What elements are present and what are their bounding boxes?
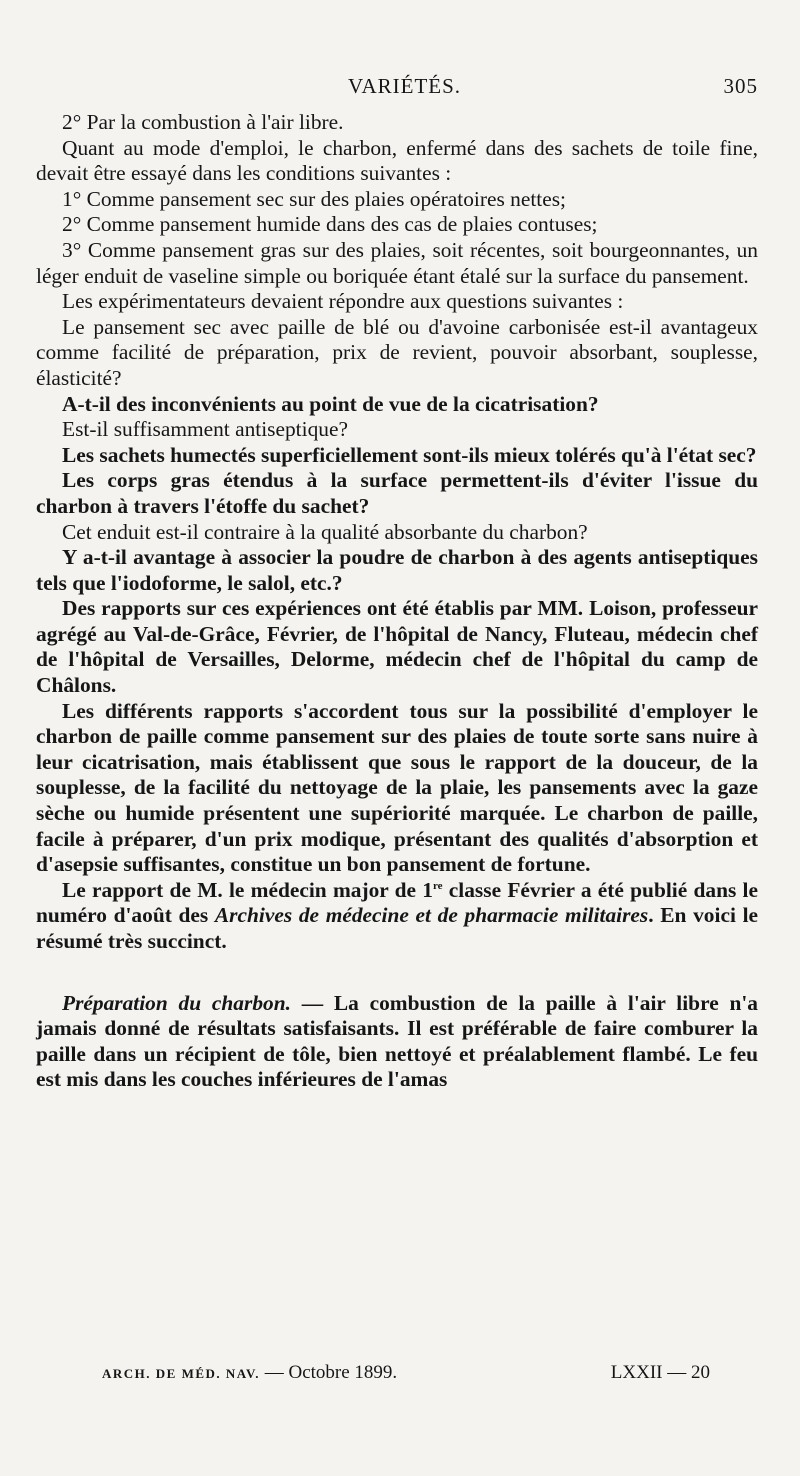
paragraph: Cet enduit est-il contraire à la qualité absorbante du charbon? — [62, 519, 588, 544]
subsection-heading: Préparation du charbon. — [62, 990, 291, 1015]
paragraph: 2° Comme pansement humide dans des cas de plaies contuses; — [62, 212, 598, 237]
report-text-middle: classe Février a été publié dans le numéro d'août des — [36, 877, 758, 928]
page-footer — [102, 1362, 710, 1384]
paragraph: 3° Comme pansement gras sur des plaies, soit récentes, soit bourgeonnantes, un léger enduit de vaseline simple ou boriquée étant étalé sur la surface du pansement. — [36, 237, 758, 288]
issue-date: — Octobre 1899. — [264, 1362, 398, 1383]
paragraph: Les différents rapports s'accordent tous sur la possibilité d'employer le charbon de paille comme pansement sur des plaies de toute sorte sans nuire à leur cicatrisation, mais établissent que sous le rapport de la douceur, de la souplesse, de la facilité du nettoyage de la plaie, les pansements avec la gaze sèche ou humide présentent une supériorité marquée. Le charbon de paille, facile à préparer, d'un prix modique, présentant des qualités d'absorption et d'asepsie suffisantes, constitue un bon pansement de fortune. — [36, 698, 758, 877]
journal-abbreviation: ARCH. DE MÉD. NAV. — [102, 1366, 260, 1381]
signature-mark: LXXII — 20 — [610, 1362, 710, 1383]
running-header — [36, 74, 758, 110]
paragraph: Les expérimentateurs devaient répondre aux questions suivantes : — [62, 289, 624, 314]
paragraph: Quant au mode d'emploi, le charbon, enfermé dans des sachets de toile fine, devait être essayé dans les conditions suivantes : — [36, 135, 758, 186]
ordinal-superscript: re — [432, 879, 443, 892]
paragraph: Les corps gras étendus à la surface permettent-ils d'éviter l'issue du charbon à travers l'étoffe du sachet? — [36, 468, 758, 518]
page-number: 305 — [723, 74, 758, 98]
paragraph: A-t-il des inconvénients au point de vue de la cicatrisation? — [62, 391, 599, 416]
paragraph: Les sachets humectés superficiellement sont-ils mieux tolérés qu'à l'état sec? — [62, 442, 757, 467]
paragraph: 1° Comme pansement sec sur des plaies opératoires nettes; — [62, 186, 566, 211]
preparation-text: — La combustion de la paille à l'air libre n'a jamais donné de résultats satisfaisants. Il est préférable de faire comburer la paille dans un récipient de tôle, bien nettoyé et préalablement flambé. Le feu est mis dans les couches inférieures de l'amas — [36, 990, 758, 1092]
section-title: VARIÉTÉS. — [348, 74, 462, 98]
paragraph: Le pansement sec avec paille de blé ou d'avoine carbonisée est-il avantageux comme facilité de préparation, prix de revient, pouvoir absorbant, souplesse, élasticité? — [36, 314, 758, 390]
report-text-start: Le rapport de M. le médecin major de 1 — [62, 877, 433, 902]
paragraph: Des rapports sur ces expériences ont été établis par MM. Loison, professeur agrégé au Val-de-Grâce, Février, de l'hôpital de Nancy, Fluteau, médecin chef de l'hôpital de Versailles, Delorme, médecin chef de l'hôpital du camp de Châlons. — [36, 596, 758, 698]
preparation-paragraph — [36, 991, 758, 1093]
paragraph: 2° Par la combustion à l'air libre. — [62, 110, 344, 134]
body-text — [36, 110, 758, 1093]
journal-title: Archives de médecine et de pharmacie militaires — [214, 903, 649, 928]
report-paragraph — [36, 878, 758, 955]
paragraph: Est-il suffisamment antiseptique? — [62, 417, 348, 442]
paragraph: Y a-t-il avantage à associer la poudre de charbon à des agents antiseptiques tels que l'iodoforme, le salol, etc.? — [36, 545, 758, 595]
report-text-end: . En voici le résumé très succinct. — [36, 903, 759, 953]
